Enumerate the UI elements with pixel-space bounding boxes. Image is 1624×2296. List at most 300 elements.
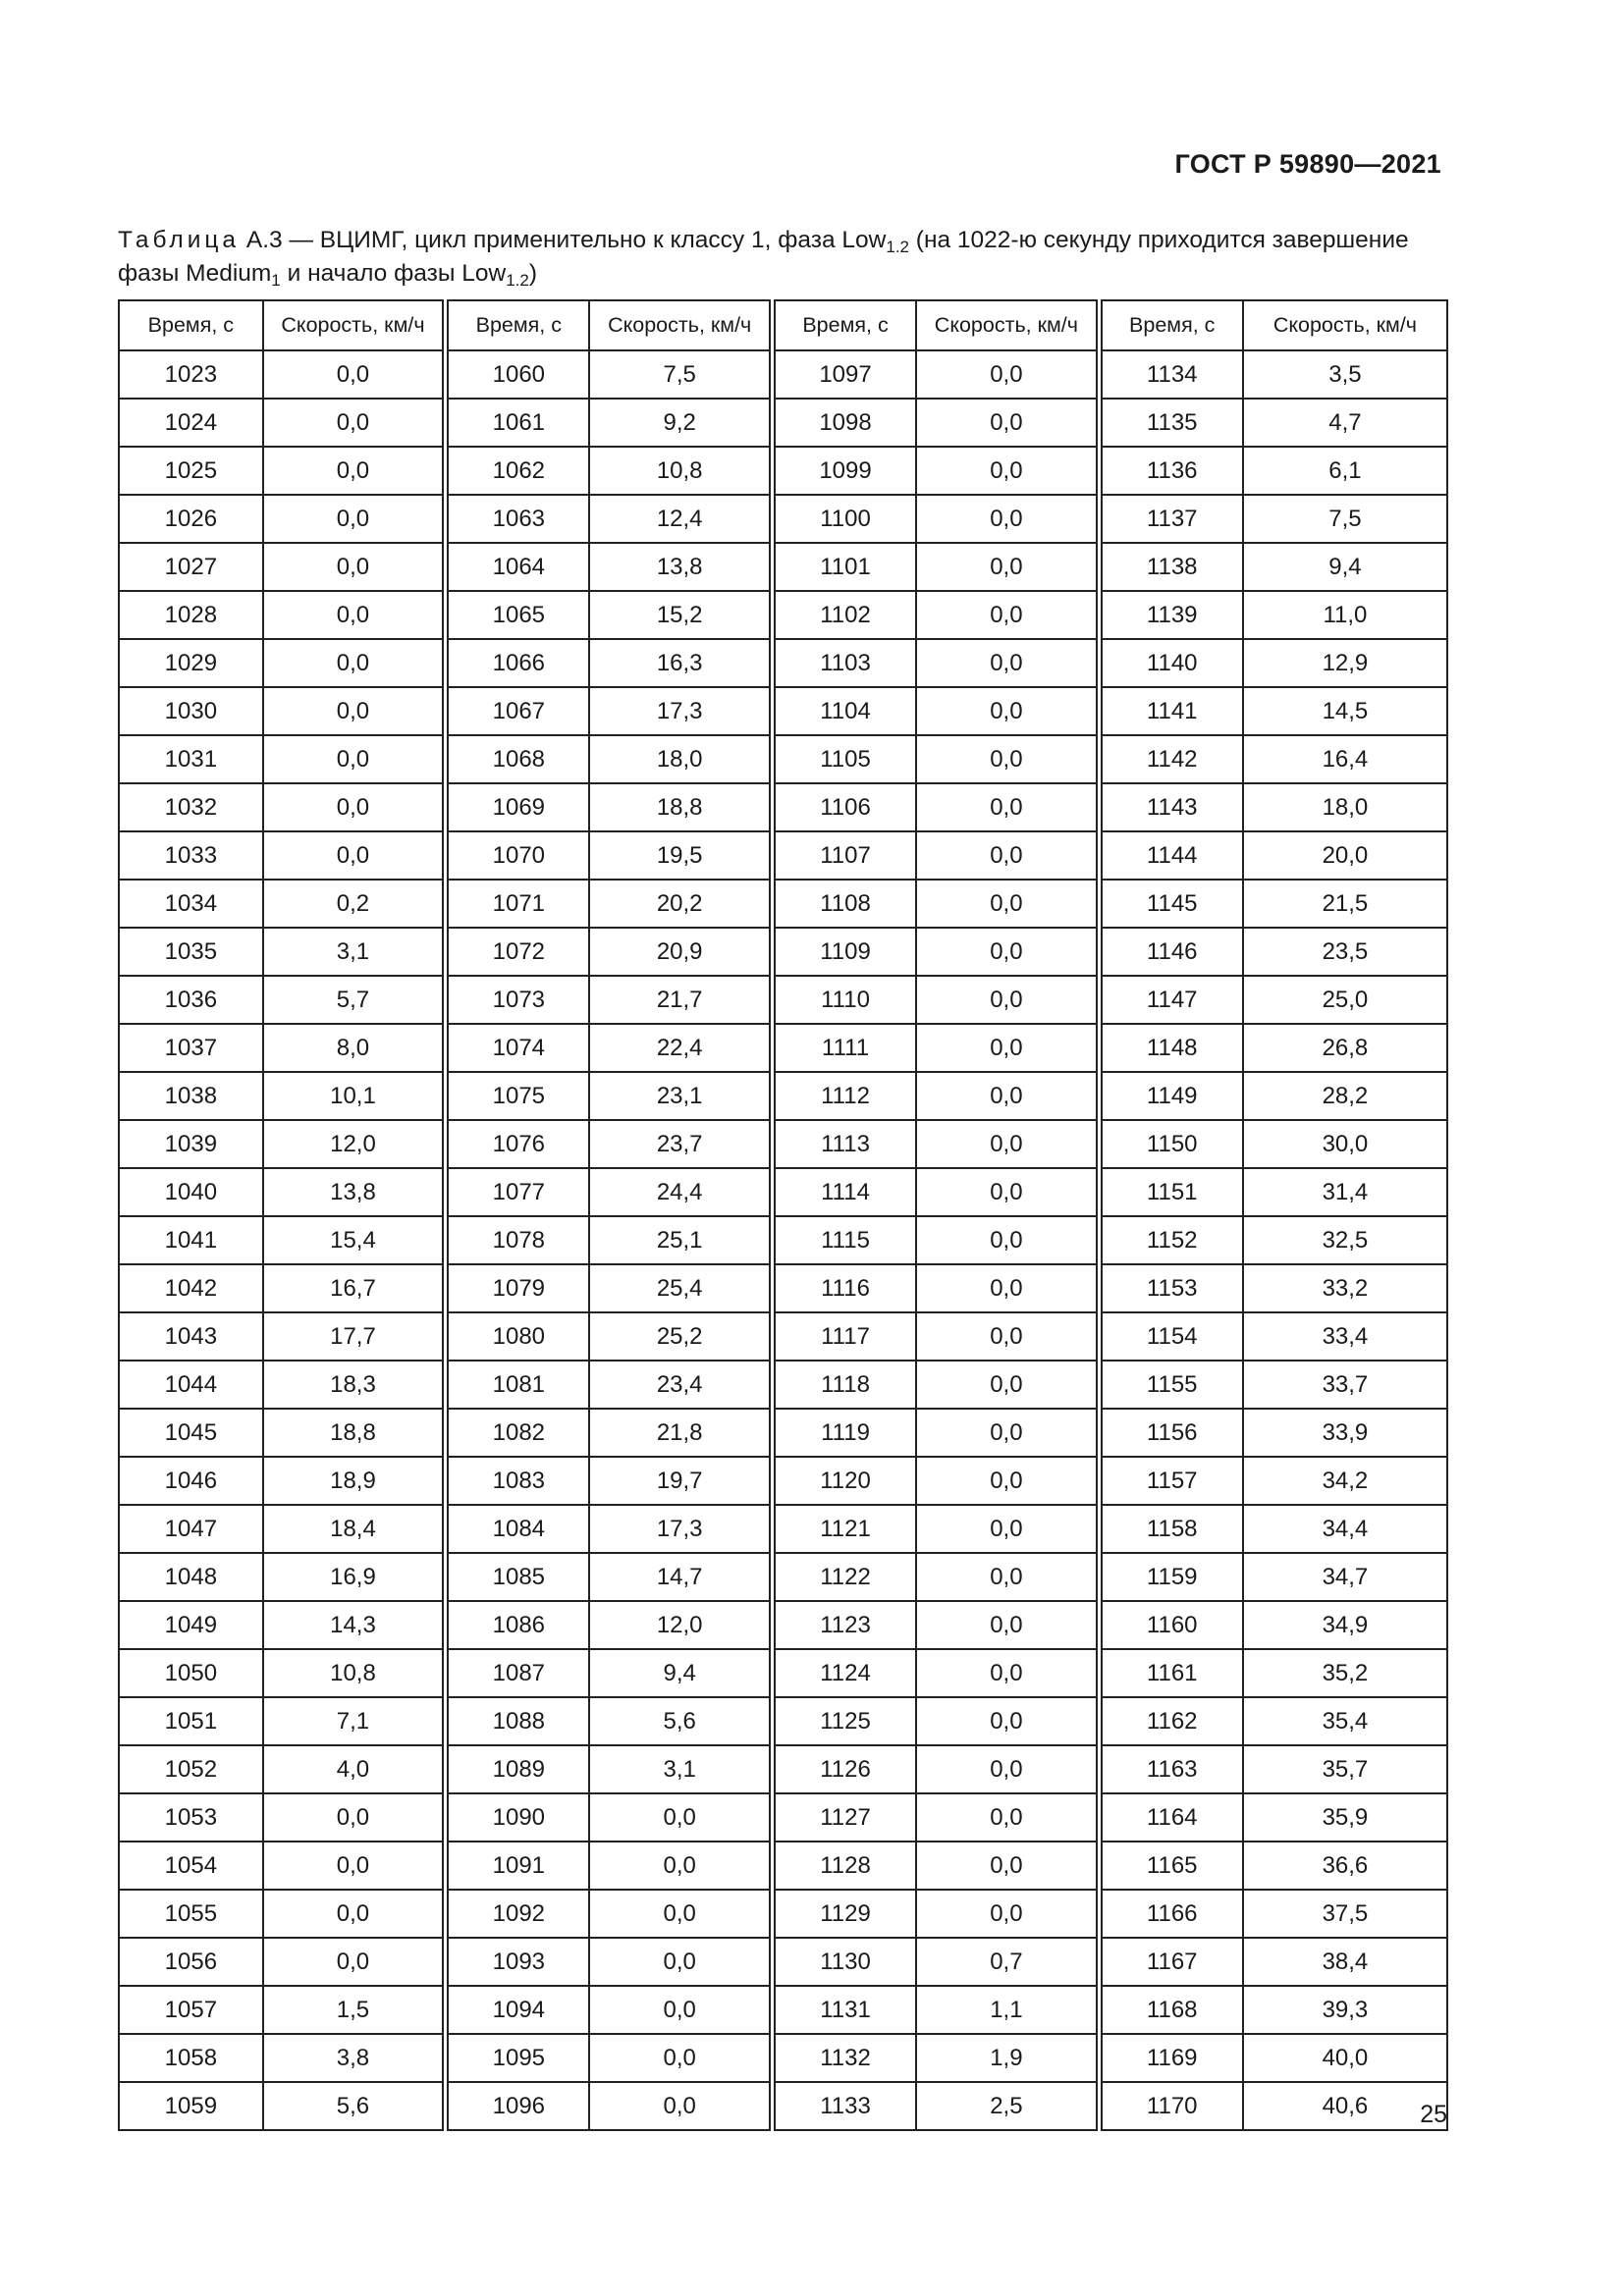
time-cell: 1162 [1099,1697,1243,1745]
speed-cell: 33,9 [1243,1409,1447,1457]
table-row [119,543,1447,591]
time-cell: 1128 [772,1842,916,1890]
time-cell: 1155 [1099,1361,1243,1409]
speed-cell: 0,0 [916,1505,1099,1553]
speed-cell: 7,1 [263,1697,446,1745]
speed-cell: 0,0 [916,1649,1099,1697]
time-cell: 1126 [772,1745,916,1793]
time-cell: 1055 [119,1890,263,1938]
table-row [119,1793,1447,1842]
time-cell: 1037 [119,1024,263,1072]
speed-cell: 25,4 [589,1264,772,1312]
table-row [119,399,1447,447]
table-row [119,495,1447,543]
speed-cell: 0,0 [916,1553,1099,1601]
speed-cell: 17,3 [589,687,772,735]
header-speed: Скорость, км/ч [263,300,446,350]
time-cell: 1060 [446,350,590,399]
time-cell: 1133 [772,2082,916,2130]
time-cell: 1024 [119,399,263,447]
table-row [119,1457,1447,1505]
speed-cell: 17,7 [263,1312,446,1361]
speed-cell: 0,0 [916,1216,1099,1264]
time-cell: 1141 [1099,687,1243,735]
time-cell: 1097 [772,350,916,399]
table-row [119,783,1447,831]
table-row [119,1938,1447,1986]
time-cell: 1158 [1099,1505,1243,1553]
speed-cell: 16,3 [589,639,772,687]
speed-cell: 35,7 [1243,1745,1447,1793]
table-row [119,1312,1447,1361]
time-cell: 1068 [446,735,590,783]
table-header-row [119,300,1447,350]
time-cell: 1079 [446,1264,590,1312]
speed-cell: 0,0 [589,2082,772,2130]
speed-cell: 0,0 [263,831,446,880]
speed-cell: 0,0 [263,1793,446,1842]
time-cell: 1045 [119,1409,263,1457]
caption-text-2: (на 1022-ю секунду приходится завершение фазы Medium [118,227,1409,287]
time-cell: 1030 [119,687,263,735]
speed-cell: 21,7 [589,976,772,1024]
time-cell: 1083 [446,1457,590,1505]
caption-prefix: Таблица [118,227,241,253]
time-cell: 1152 [1099,1216,1243,1264]
time-cell: 1074 [446,1024,590,1072]
time-cell: 1075 [446,1072,590,1120]
speed-cell: 3,1 [263,928,446,976]
speed-cell: 5,6 [263,2082,446,2130]
time-cell: 1165 [1099,1842,1243,1890]
time-cell: 1135 [1099,399,1243,447]
time-cell: 1166 [1099,1890,1243,1938]
table-row [119,1842,1447,1890]
time-cell: 1156 [1099,1409,1243,1457]
time-cell: 1042 [119,1264,263,1312]
table-row [119,1553,1447,1601]
speed-cell: 18,9 [263,1457,446,1505]
speed-cell: 15,4 [263,1216,446,1264]
table-row [119,1168,1447,1216]
time-cell: 1150 [1099,1120,1243,1168]
time-cell: 1153 [1099,1264,1243,1312]
speed-cell: 0,0 [916,1745,1099,1793]
caption-text-4: ) [528,260,537,287]
speed-cell: 35,9 [1243,1793,1447,1842]
speed-cell: 0,0 [916,1024,1099,1072]
speed-cell: 4,7 [1243,399,1447,447]
time-cell: 1039 [119,1120,263,1168]
table-row [119,976,1447,1024]
speed-cell: 18,0 [589,735,772,783]
time-cell: 1116 [772,1264,916,1312]
time-cell: 1145 [1099,880,1243,928]
time-cell: 1085 [446,1553,590,1601]
time-cell: 1089 [446,1745,590,1793]
speed-cell: 0,0 [916,1842,1099,1890]
speed-cell: 0,0 [263,350,446,399]
speed-cell: 1,1 [916,1986,1099,2034]
time-cell: 1125 [772,1697,916,1745]
speed-time-table [118,299,1448,2131]
time-cell: 1069 [446,783,590,831]
speed-cell: 0,0 [916,735,1099,783]
time-cell: 1095 [446,2034,590,2082]
time-cell: 1033 [119,831,263,880]
standard-designation: ГОСТ Р 59890—2021 [1174,149,1441,179]
time-cell: 1070 [446,831,590,880]
table-row [119,880,1447,928]
time-cell: 1160 [1099,1601,1243,1649]
time-cell: 1025 [119,447,263,495]
speed-cell: 0,0 [916,1890,1099,1938]
table-row [119,639,1447,687]
time-cell: 1105 [772,735,916,783]
time-cell: 1087 [446,1649,590,1697]
time-cell: 1081 [446,1361,590,1409]
time-cell: 1088 [446,1697,590,1745]
speed-cell: 20,9 [589,928,772,976]
caption-sub-2: 1 [271,271,281,290]
time-cell: 1117 [772,1312,916,1361]
speed-cell: 33,4 [1243,1312,1447,1361]
speed-cell: 0,0 [916,1168,1099,1216]
time-cell: 1080 [446,1312,590,1361]
speed-cell: 36,6 [1243,1842,1447,1890]
speed-cell: 40,0 [1243,2034,1447,2082]
speed-cell: 1,5 [263,1986,446,2034]
time-cell: 1048 [119,1553,263,1601]
time-cell: 1032 [119,783,263,831]
speed-cell: 0,0 [916,591,1099,639]
speed-cell: 0,0 [263,591,446,639]
speed-cell: 23,1 [589,1072,772,1120]
speed-cell: 4,0 [263,1745,446,1793]
time-cell: 1058 [119,2034,263,2082]
time-cell: 1102 [772,591,916,639]
speed-cell: 35,2 [1243,1649,1447,1697]
time-cell: 1057 [119,1986,263,2034]
speed-cell: 0,0 [263,543,446,591]
time-cell: 1035 [119,928,263,976]
speed-cell: 1,9 [916,2034,1099,2082]
time-cell: 1092 [446,1890,590,1938]
speed-cell: 20,2 [589,880,772,928]
speed-cell: 0,0 [916,687,1099,735]
time-cell: 1111 [772,1024,916,1072]
speed-cell: 0,0 [263,687,446,735]
speed-cell: 22,4 [589,1024,772,1072]
speed-cell: 7,5 [1243,495,1447,543]
time-cell: 1100 [772,495,916,543]
time-cell: 1170 [1099,2082,1243,2130]
speed-cell: 18,8 [263,1409,446,1457]
time-cell: 1063 [446,495,590,543]
speed-cell: 19,5 [589,831,772,880]
header-time: Время, с [119,300,263,350]
speed-cell: 0,0 [916,639,1099,687]
table-row [119,1072,1447,1120]
header-time: Время, с [446,300,590,350]
speed-cell: 34,4 [1243,1505,1447,1553]
speed-cell: 0,0 [263,1842,446,1890]
time-cell: 1098 [772,399,916,447]
time-cell: 1148 [1099,1024,1243,1072]
speed-cell: 9,4 [1243,543,1447,591]
time-cell: 1146 [1099,928,1243,976]
speed-cell: 0,0 [916,1457,1099,1505]
speed-cell: 0,0 [916,1312,1099,1361]
speed-cell: 0,0 [589,1890,772,1938]
time-cell: 1046 [119,1457,263,1505]
speed-cell: 0,0 [916,447,1099,495]
speed-cell: 34,7 [1243,1553,1447,1601]
speed-cell: 23,7 [589,1120,772,1168]
time-cell: 1138 [1099,543,1243,591]
header-speed: Скорость, км/ч [916,300,1099,350]
speed-cell: 16,4 [1243,735,1447,783]
speed-cell: 0,0 [263,783,446,831]
speed-cell: 25,1 [589,1216,772,1264]
speed-cell: 0,0 [916,928,1099,976]
speed-cell: 34,2 [1243,1457,1447,1505]
time-cell: 1023 [119,350,263,399]
time-cell: 1086 [446,1601,590,1649]
time-cell: 1163 [1099,1745,1243,1793]
table-row [119,831,1447,880]
speed-cell: 18,0 [1243,783,1447,831]
time-cell: 1137 [1099,495,1243,543]
time-cell: 1096 [446,2082,590,2130]
time-cell: 1127 [772,1793,916,1842]
time-cell: 1076 [446,1120,590,1168]
time-cell: 1149 [1099,1072,1243,1120]
header-speed: Скорость, км/ч [589,300,772,350]
table-row [119,1890,1447,1938]
speed-cell: 25,2 [589,1312,772,1361]
speed-cell: 21,5 [1243,880,1447,928]
table-row [119,1409,1447,1457]
speed-cell: 31,4 [1243,1168,1447,1216]
time-cell: 1084 [446,1505,590,1553]
speed-cell: 28,2 [1243,1072,1447,1120]
speed-cell: 0,7 [916,1938,1099,1986]
time-cell: 1140 [1099,639,1243,687]
speed-cell: 8,0 [263,1024,446,1072]
speed-cell: 0,0 [916,1793,1099,1842]
time-cell: 1110 [772,976,916,1024]
time-cell: 1090 [446,1793,590,1842]
time-cell: 1036 [119,976,263,1024]
speed-cell: 12,4 [589,495,772,543]
header-time: Время, с [1099,300,1243,350]
time-cell: 1073 [446,976,590,1024]
table-row [119,2082,1447,2130]
time-cell: 1064 [446,543,590,591]
speed-cell: 24,4 [589,1168,772,1216]
time-cell: 1118 [772,1361,916,1409]
time-cell: 1044 [119,1361,263,1409]
time-cell: 1144 [1099,831,1243,880]
time-cell: 1139 [1099,591,1243,639]
time-cell: 1099 [772,447,916,495]
table-row [119,1024,1447,1072]
time-cell: 1082 [446,1409,590,1457]
speed-cell: 20,0 [1243,831,1447,880]
time-cell: 1067 [446,687,590,735]
speed-cell: 0,0 [263,495,446,543]
time-cell: 1136 [1099,447,1243,495]
time-cell: 1027 [119,543,263,591]
speed-cell: 10,8 [589,447,772,495]
speed-cell: 11,0 [1243,591,1447,639]
time-cell: 1094 [446,1986,590,2034]
speed-cell: 5,7 [263,976,446,1024]
time-cell: 1157 [1099,1457,1243,1505]
caption-text-1: А.3 — ВЦИМГ, цикл применительно к классу 1, фаза Low [240,227,887,253]
time-cell: 1028 [119,591,263,639]
speed-cell: 38,4 [1243,1938,1447,1986]
table-row [119,1986,1447,2034]
time-cell: 1107 [772,831,916,880]
time-cell: 1113 [772,1120,916,1168]
time-cell: 1093 [446,1938,590,1986]
time-cell: 1072 [446,928,590,976]
speed-cell: 17,3 [589,1505,772,1553]
speed-cell: 0,0 [916,1361,1099,1409]
table-row [119,1505,1447,1553]
time-cell: 1066 [446,639,590,687]
speed-cell: 0,0 [916,1120,1099,1168]
speed-cell: 12,9 [1243,639,1447,687]
table-row [119,1697,1447,1745]
speed-cell: 5,6 [589,1697,772,1745]
header-time: Время, с [772,300,916,350]
speed-cell: 9,4 [589,1649,772,1697]
speed-cell: 0,0 [589,1938,772,1986]
speed-cell: 10,8 [263,1649,446,1697]
speed-cell: 26,8 [1243,1024,1447,1072]
table-row [119,447,1447,495]
time-cell: 1061 [446,399,590,447]
time-cell: 1164 [1099,1793,1243,1842]
time-cell: 1123 [772,1601,916,1649]
time-cell: 1115 [772,1216,916,1264]
table-caption [118,224,1448,291]
time-cell: 1043 [119,1312,263,1361]
time-cell: 1054 [119,1842,263,1890]
speed-cell: 23,5 [1243,928,1447,976]
time-cell: 1169 [1099,2034,1243,2082]
time-cell: 1047 [119,1505,263,1553]
speed-cell: 0,0 [916,783,1099,831]
speed-cell: 0,0 [916,976,1099,1024]
time-cell: 1049 [119,1601,263,1649]
speed-cell: 32,5 [1243,1216,1447,1264]
speed-cell: 0,0 [589,1842,772,1890]
table-row [119,591,1447,639]
time-cell: 1122 [772,1553,916,1601]
time-cell: 1078 [446,1216,590,1264]
table-row [119,1361,1447,1409]
speed-cell: 33,2 [1243,1264,1447,1312]
speed-cell: 14,5 [1243,687,1447,735]
time-cell: 1062 [446,447,590,495]
speed-cell: 0,0 [589,1986,772,2034]
table-row [119,1745,1447,1793]
table-row [119,1216,1447,1264]
speed-cell: 12,0 [589,1601,772,1649]
speed-cell: 0,0 [263,1938,446,1986]
time-cell: 1052 [119,1745,263,1793]
speed-cell: 40,6 [1243,2082,1447,2130]
time-cell: 1159 [1099,1553,1243,1601]
speed-cell: 0,0 [589,2034,772,2082]
table-row [119,735,1447,783]
speed-cell: 21,8 [589,1409,772,1457]
time-cell: 1056 [119,1938,263,1986]
time-cell: 1130 [772,1938,916,1986]
time-cell: 1134 [1099,350,1243,399]
speed-cell: 30,0 [1243,1120,1447,1168]
time-cell: 1050 [119,1649,263,1697]
table-row [119,2034,1447,2082]
speed-cell: 16,7 [263,1264,446,1312]
speed-cell: 12,0 [263,1120,446,1168]
speed-cell: 37,5 [1243,1890,1447,1938]
table-row [119,350,1447,399]
speed-cell: 18,8 [589,783,772,831]
speed-cell: 0,0 [916,399,1099,447]
speed-cell: 0,0 [263,735,446,783]
time-cell: 1112 [772,1072,916,1120]
time-cell: 1168 [1099,1986,1243,2034]
time-cell: 1131 [772,1986,916,2034]
caption-text-3: и начало фазы Low [280,260,507,287]
speed-cell: 0,0 [916,831,1099,880]
time-cell: 1124 [772,1649,916,1697]
time-cell: 1053 [119,1793,263,1842]
time-cell: 1132 [772,2034,916,2082]
time-cell: 1091 [446,1842,590,1890]
time-cell: 1108 [772,880,916,928]
speed-cell: 13,8 [263,1168,446,1216]
speed-cell: 25,0 [1243,976,1447,1024]
time-cell: 1038 [119,1072,263,1120]
speed-cell: 0,0 [916,1601,1099,1649]
speed-cell: 19,7 [589,1457,772,1505]
time-cell: 1142 [1099,735,1243,783]
time-cell: 1077 [446,1168,590,1216]
time-cell: 1147 [1099,976,1243,1024]
speed-cell: 0,0 [263,639,446,687]
header-speed: Скорость, км/ч [1243,300,1447,350]
table-row [119,928,1447,976]
speed-cell: 0,0 [916,495,1099,543]
speed-cell: 0,0 [589,1793,772,1842]
speed-cell: 7,5 [589,350,772,399]
time-cell: 1154 [1099,1312,1243,1361]
time-cell: 1034 [119,880,263,928]
time-cell: 1151 [1099,1168,1243,1216]
time-cell: 1026 [119,495,263,543]
speed-cell: 0,0 [263,447,446,495]
speed-cell: 39,3 [1243,1986,1447,2034]
time-cell: 1143 [1099,783,1243,831]
speed-cell: 0,0 [916,1264,1099,1312]
speed-cell: 0,0 [916,350,1099,399]
